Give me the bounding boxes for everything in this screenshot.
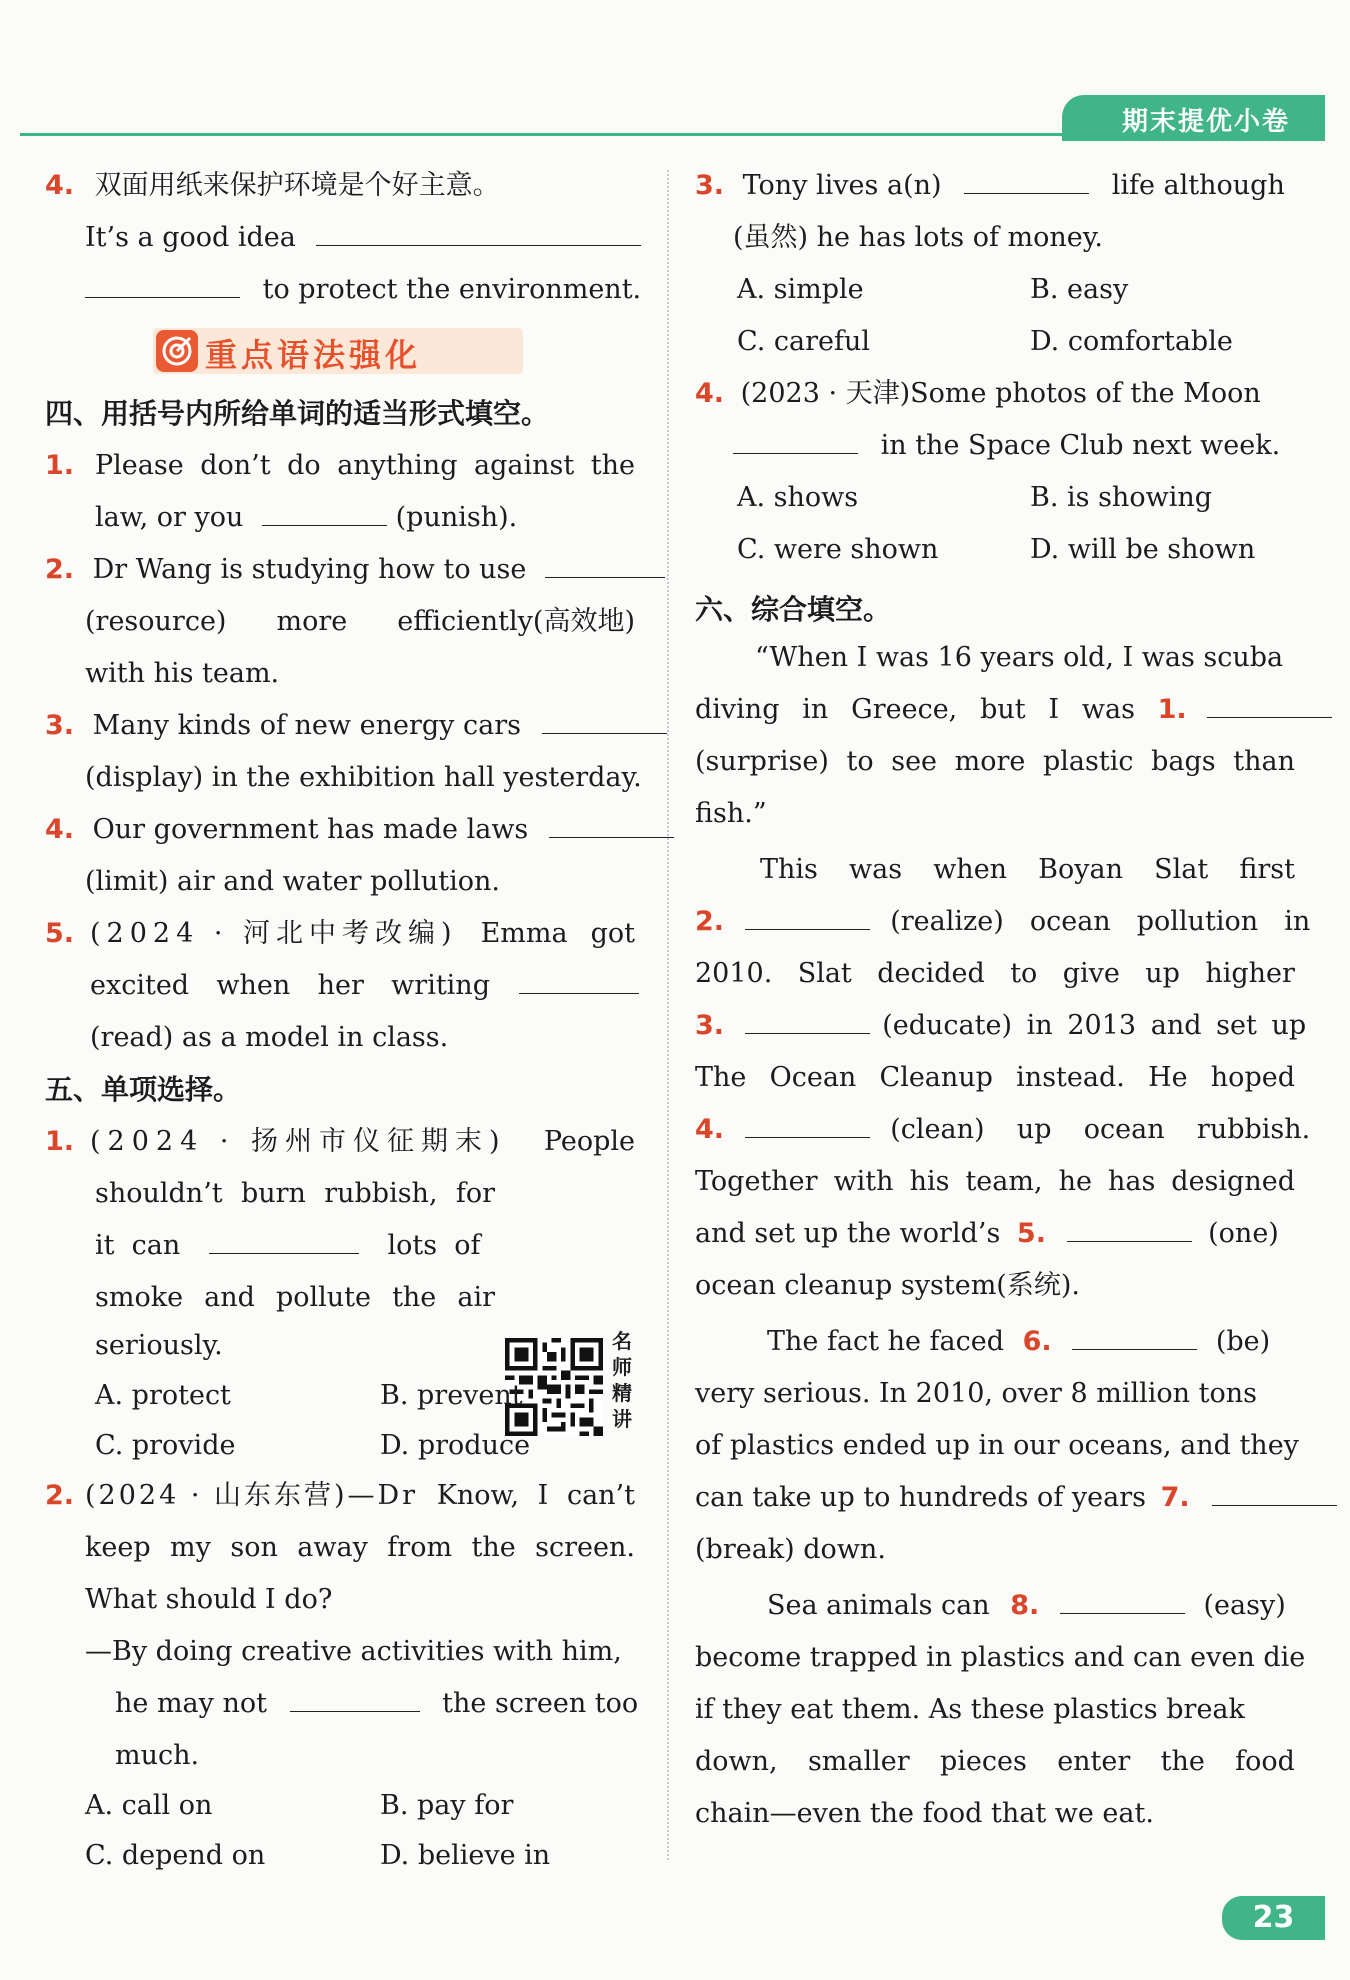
section-highlight-title: 重点语法强化 bbox=[205, 336, 422, 374]
s4-q3-line-2: (display) in the exhibition hall yesterday. bbox=[85, 762, 642, 793]
s4-q5-line-3: (read) as a model in class. bbox=[90, 1022, 449, 1053]
target-icon bbox=[156, 330, 198, 372]
r-q4-option-c[interactable]: C. were shown bbox=[737, 534, 939, 565]
r-q4-line-1: 4. (2023 · 天津)Some photos of the Moon bbox=[695, 378, 1261, 409]
s5-q2-line-1: (2024 · 山东东营)—Dr Know, I can’t bbox=[85, 1480, 635, 1511]
passage-line: Together with his team, he has designed bbox=[695, 1166, 1295, 1197]
passage-line: chain—even the food that we eat. bbox=[695, 1798, 1154, 1829]
q4-translation-prompt bbox=[45, 160, 500, 212]
r-q4-option-a[interactable]: A. shows bbox=[737, 482, 859, 513]
s5-q1-option-b[interactable]: B. prevent bbox=[380, 1380, 523, 1411]
answer-blank[interactable] bbox=[290, 1685, 420, 1712]
s4-q4-line-2: (limit) air and water pollution. bbox=[85, 866, 501, 897]
s5-q1-option-d[interactable]: D. produce bbox=[380, 1430, 531, 1461]
s5-q1-line-4: smoke and pollute the air bbox=[95, 1282, 495, 1313]
passage-line: 2010. Slat decided to give up higher bbox=[695, 958, 1295, 989]
answer-blank[interactable] bbox=[542, 707, 667, 734]
s5-q2-option-c[interactable]: C. depend on bbox=[85, 1840, 266, 1871]
passage-line: down, smaller pieces enter the food bbox=[695, 1746, 1295, 1777]
question-text: 双面用纸来保护环境是个好主意。 bbox=[94, 170, 500, 201]
page-number: 23 bbox=[1222, 1896, 1325, 1940]
header-banner bbox=[1062, 95, 1325, 141]
s5-q1-line-3: it can lots of bbox=[95, 1220, 480, 1272]
answer-blank[interactable] bbox=[745, 1007, 870, 1034]
s5-q2-option-a[interactable]: A. call on bbox=[85, 1790, 213, 1821]
passage-line: The fact he faced 6. (be) bbox=[767, 1316, 1270, 1368]
q4-line-2 bbox=[85, 264, 641, 316]
answer-blank[interactable] bbox=[745, 903, 870, 930]
answer-blank[interactable] bbox=[1067, 1215, 1192, 1242]
passage-line: Sea animals can 8. (easy) bbox=[767, 1580, 1286, 1632]
passage-line: fish.” bbox=[695, 798, 767, 829]
s5-q2-line-3: What should I do? bbox=[85, 1584, 333, 1615]
r-q4-option-d[interactable]: D. will be shown bbox=[1030, 534, 1256, 565]
passage-line: can take up to hundreds of years 7. bbox=[695, 1472, 1337, 1524]
passage-line: 3. (educate) in 2013 and set up bbox=[695, 1000, 1295, 1052]
question-text: to protect the environment. bbox=[262, 274, 642, 305]
passage-line: very serious. In 2010, over 8 million tons bbox=[695, 1378, 1257, 1409]
r-q3-line-1: 3. Tony lives a(n) life although bbox=[695, 160, 1285, 212]
answer-blank[interactable] bbox=[262, 499, 387, 526]
s5-q2-number: 2. bbox=[45, 1480, 75, 1511]
answer-blank[interactable] bbox=[1212, 1479, 1337, 1506]
qr-label: 名 师 精 讲 bbox=[612, 1329, 632, 1431]
answer-blank[interactable] bbox=[85, 271, 240, 298]
s4-q5-number: 5. bbox=[45, 918, 75, 949]
s5-q1-line-1: (2024 · 扬州市仪征期末) People bbox=[90, 1126, 635, 1157]
s5-q1-number: 1. bbox=[45, 1126, 75, 1157]
answer-blank[interactable] bbox=[1072, 1323, 1197, 1350]
s4-q1-line-2: law, or you (punish). bbox=[95, 492, 517, 544]
answer-blank[interactable] bbox=[964, 167, 1089, 194]
answer-blank[interactable] bbox=[316, 219, 641, 246]
passage-line: The Ocean Cleanup instead. He hoped bbox=[695, 1062, 1295, 1093]
s5-q1-option-a[interactable]: A. protect bbox=[95, 1380, 231, 1411]
r-q3-option-c[interactable]: C. careful bbox=[737, 326, 870, 357]
s5-q2-line-5: he may not the screen too bbox=[115, 1678, 638, 1730]
s4-q1-number: 1. bbox=[45, 450, 75, 481]
section-4-title: 四、用括号内所给单词的适当形式填空。 bbox=[45, 397, 550, 430]
s4-q2-line-2: (resource) more efficiently(高效地) bbox=[85, 606, 635, 637]
answer-blank[interactable] bbox=[545, 551, 665, 578]
passage-line: (break) down. bbox=[695, 1534, 886, 1565]
section-6-title: 六、综合填空。 bbox=[695, 593, 892, 626]
s4-q5-line-1: (2024 · 河北中考改编) Emma got bbox=[90, 918, 635, 949]
s5-q1-line-2: shouldn’t burn rubbish, for bbox=[95, 1178, 495, 1209]
r-q3-option-d[interactable]: D. comfortable bbox=[1030, 326, 1233, 357]
passage-line: ocean cleanup system(系统). bbox=[695, 1270, 1080, 1301]
passage-line: and set up the world’s 5. (one) bbox=[695, 1208, 1279, 1260]
passage-line: of plastics ended up in our oceans, and they bbox=[695, 1430, 1299, 1461]
answer-blank[interactable] bbox=[745, 1111, 870, 1138]
s5-q2-line-4: —By doing creative activities with him, bbox=[85, 1636, 622, 1667]
q4-line-1 bbox=[85, 212, 641, 264]
banner-text: 期末提优小卷 bbox=[1122, 107, 1291, 137]
question-text: It’s a good idea bbox=[85, 222, 296, 253]
answer-blank[interactable] bbox=[1060, 1587, 1185, 1614]
passage-line: “When I was 16 years old, I was scuba bbox=[755, 642, 1284, 673]
passage-line: become trapped in plastics and can even die bbox=[695, 1642, 1306, 1673]
passage-line: diving in Greece, but I was 1. bbox=[695, 684, 1295, 736]
r-q3-option-a[interactable]: A. simple bbox=[737, 274, 864, 305]
s4-q2-line-1: 2. Dr Wang is studying how to use bbox=[45, 544, 665, 596]
passage-line: (surprise) to see more plastic bags than bbox=[695, 746, 1295, 777]
r-q3-line-2: (虽然) he has lots of money. bbox=[733, 222, 1104, 253]
answer-blank[interactable] bbox=[209, 1227, 359, 1254]
column-divider bbox=[667, 170, 669, 1860]
answer-blank[interactable] bbox=[549, 811, 674, 838]
s5-q1-line-5: seriously. bbox=[95, 1330, 223, 1361]
answer-blank[interactable] bbox=[519, 967, 639, 994]
passage-line: This was when Boyan Slat first bbox=[760, 854, 1295, 885]
question-number: 4. bbox=[45, 170, 75, 201]
passage-line: 2. (realize) ocean pollution in bbox=[695, 896, 1295, 948]
s4-q1-line-1: Please don’t do anything against the bbox=[95, 450, 635, 481]
r-q4-line-2: in the Space Club next week. bbox=[733, 420, 1280, 472]
s4-q5-line-2: excited when her writing bbox=[90, 960, 635, 1012]
s4-q4-line-1: 4. Our government has made laws bbox=[45, 804, 674, 856]
s4-q3-line-1: 3. Many kinds of new energy cars bbox=[45, 700, 667, 752]
section-5-title: 五、单项选择。 bbox=[45, 1073, 242, 1106]
s5-q2-option-b[interactable]: B. pay for bbox=[380, 1790, 514, 1821]
r-q4-option-b[interactable]: B. is showing bbox=[1030, 482, 1212, 513]
s5-q2-line-2: keep my son away from the screen. bbox=[85, 1532, 635, 1563]
answer-blank[interactable] bbox=[733, 427, 858, 454]
s4-q2-line-3: with his team. bbox=[85, 658, 280, 689]
passage-line: 4. (clean) up ocean rubbish. bbox=[695, 1104, 1295, 1156]
answer-blank[interactable] bbox=[1207, 691, 1332, 718]
s5-q2-option-d[interactable]: D. believe in bbox=[380, 1840, 551, 1871]
s5-q1-option-c[interactable]: C. provide bbox=[95, 1430, 236, 1461]
passage-line: if they eat them. As these plastics break bbox=[695, 1694, 1245, 1725]
s5-q2-line-6: much. bbox=[115, 1740, 200, 1771]
r-q3-option-b[interactable]: B. easy bbox=[1030, 274, 1129, 305]
